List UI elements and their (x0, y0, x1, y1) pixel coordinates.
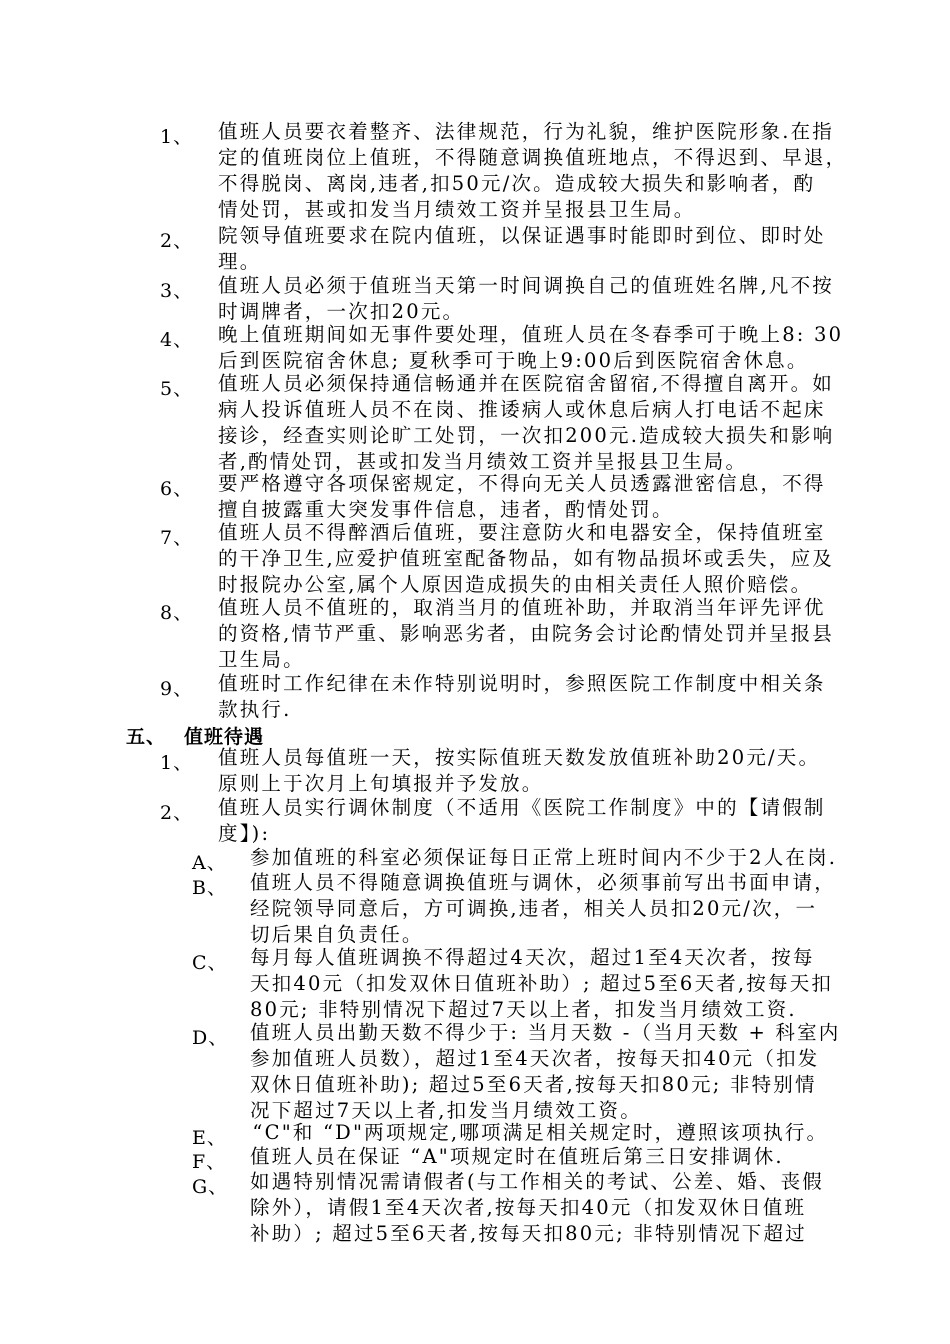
text-line: 如遇特别情况需请假者(与工作相关的考试、公差、婚、丧假 (250, 1170, 825, 1193)
item-letter: F、 (192, 1151, 227, 1173)
text-line: 时调牌者，一次扣20元。 (218, 300, 465, 323)
text-line: 理。 (218, 250, 262, 273)
item-number: 9、 (160, 678, 194, 700)
text-line: 时报院办公室,属个人原因造成损失的由相关责任人照价赔偿。 (218, 573, 813, 596)
text-line: 的资格,情节严重、影响恶劣者，由院务会讨论酌情处罚并呈报县 (218, 622, 834, 645)
text-line: 值班人员出勤天数不得少于: 当月天数 -（当月天数 + 科室内 (250, 1021, 841, 1044)
text-line: 值班人员不得随意调换值班与调休，必须事前写出书面申请， (250, 871, 836, 894)
item-number: 7、 (160, 527, 194, 549)
section-number: 五、 (126, 726, 167, 748)
item-number: 2、 (160, 802, 194, 824)
text-line: 定的值班岗位上值班，不得随意调换值班地点，不得迟到、早退， (218, 146, 848, 169)
text-line: 接诊，经查实则论旷工处罚，一次扣200元.造成较大损失和影响 (218, 424, 835, 447)
section-title: 值班待遇 (184, 726, 265, 748)
item-letter: A、 (192, 852, 227, 874)
text-line: 后到医院宿舍休息; 夏秋季可于晚上9:00后到医院宿舍休息。 (218, 349, 809, 372)
text-line: 不得脱岗、离岗,违者,扣50元/次。造成较大损失和影响者，酌 (218, 172, 816, 195)
text-line: 补助）; 超过5至6天者,按每天扣80元; 非特别情况下超过 (250, 1222, 807, 1245)
text-line: 80元; 非特别情况下超过7天以上者，扣发当月绩效工资. (250, 998, 797, 1021)
item-letter: C、 (192, 952, 228, 974)
text-line: 擅自披露重大突发事件信息，违者，酌情处罚。 (218, 498, 674, 521)
item-number: 6、 (160, 478, 194, 500)
text-line: 的干净卫生,应爱护值班室配备物品，如有物品损坏或丢失，应及 (218, 547, 834, 570)
text-line: 者,酌情处罚，甚或扣发当月绩效工资并呈报县卫生局。 (218, 450, 748, 473)
item-number: 4、 (160, 329, 194, 351)
text-line: 要严格遵守各项保密规定，不得向无关人员透露泄密信息，不得 (218, 472, 826, 495)
text-line: 晚上值班期间如无事件要处理，值班人员在冬春季可于晚上8: 30 (218, 323, 844, 346)
text-line: 原则上于次月上旬填报并予发放。 (218, 772, 544, 795)
text-line: 值班人员在保证 “A"项规定时在值班后第三日安排调休. (250, 1145, 784, 1168)
text-line: “C"和 “D"两项规定,哪项满足相关规定时，遵照该项执行。 (244, 1121, 829, 1144)
text-line: 值班人员每值班一天，按实际值班天数发放值班补助20元/天。 (218, 746, 821, 769)
text-line: 切后果自负责任。 (250, 923, 424, 946)
text-line: 参加值班人员数），超过1至4天次者，按每天扣40元（扣发 (250, 1047, 820, 1070)
text-line: 双休日值班补助); 超过5至6天者,按每天扣80元; 非特别情 (250, 1073, 817, 1096)
item-letter: G、 (192, 1176, 229, 1198)
text-line: 值班人员不值班的，取消当月的值班补助，并取消当年评先评优 (218, 596, 826, 619)
text-line: 参加值班的科室必须保证每日正常上班时间内不少于2人在岗. (250, 846, 838, 869)
text-line: 值班时工作纪律在未作特别说明时，参照医院工作制度中相关条 (218, 672, 826, 695)
item-letter: B、 (192, 877, 227, 899)
item-letter: E、 (192, 1127, 227, 1149)
text-line: 款执行. (218, 698, 292, 721)
item-number: 8、 (160, 602, 194, 624)
text-line: 每月每人值班调换不得超过4天次，超过1至4天次者，按每 (250, 946, 815, 969)
text-line: 情处罚，甚或扣发当月绩效工资并呈报县卫生局。 (218, 198, 696, 221)
text-line: 病人投诉值班人员不在岗、推诿病人或休息后病人打电话不起床 (218, 398, 826, 421)
text-line: 值班人员必须于值班当天第一时间调换自己的值班姓名牌,凡不按 (218, 274, 834, 297)
item-number: 5、 (160, 378, 194, 400)
text-line: 经院领导同意后，方可调换,违者，相关人员扣20元/次，一 (250, 897, 818, 920)
text-line: 值班人员要衣着整齐、法律规范，行为礼貌，维护医院形象.在指 (218, 120, 834, 143)
text-line: 度】): (218, 822, 271, 845)
text-line: 天扣40元（扣发双休日值班补助）; 超过5至6天者,按每天扣 (250, 972, 834, 995)
text-line: 况下超过7天以上者,扣发当月绩效工资。 (250, 1099, 642, 1122)
item-number: 1、 (160, 126, 194, 148)
text-line: 值班人员不得醉酒后值班，要注意防火和电器安全，保持值班室 (218, 521, 826, 544)
text-line: 卫生局。 (218, 648, 305, 671)
text-line: 除外），请假1至4天次者,按每天扣40元（扣发双休日值班 (250, 1196, 807, 1219)
text-line: 值班人员实行调休制度（不适用《医院工作制度》中的【请假制 (218, 796, 826, 819)
text-line: 值班人员必须保持通信畅通并在医院宿舍留宿,不得擅自离开。如 (218, 372, 834, 395)
item-number: 2、 (160, 230, 194, 252)
item-letter: D、 (192, 1027, 229, 1049)
text-line: 院领导值班要求在院内值班，以保证遇事时能即时到位、即时处 (218, 224, 826, 247)
item-number: 3、 (160, 280, 194, 302)
item-number: 1、 (160, 752, 194, 774)
